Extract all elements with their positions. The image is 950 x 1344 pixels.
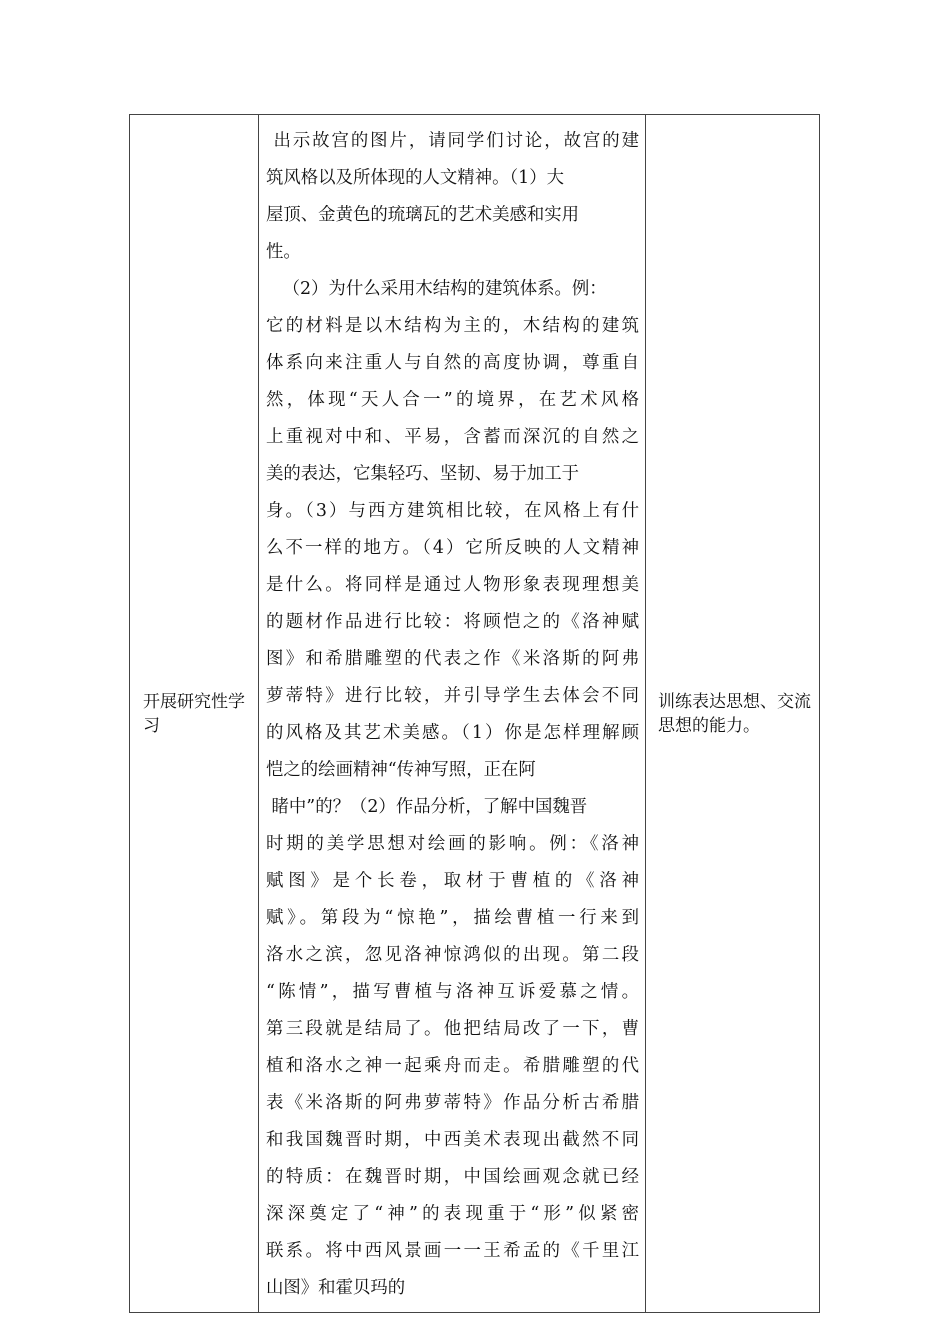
activity-line: 洛水之滨，忽见洛神惊鸿似的出现。第二段: [266, 945, 639, 965]
activity-line: 深深奠定了“神”的表现重于“形”似紧密: [266, 1204, 639, 1224]
activity-line: 和我国魏晋时期，中西美术表现出截然不同: [266, 1130, 639, 1150]
activity-line: 时期的美学思想对绘画的影响。例：《洛神: [266, 834, 639, 854]
activity-line: 的风格及其艺术美感。（1）你是怎样理解顾: [266, 723, 639, 743]
activity-line: 筑风格以及所体现的人文精神。（1）大: [266, 168, 565, 188]
activity-line: 山图》和霍贝玛的: [266, 1278, 406, 1298]
activity-line: 上重视对中和、平易，含蓄而深沉的自然之: [266, 427, 639, 447]
activity-line: 是什么。将同样是通过人物形象表现理想美: [266, 575, 639, 595]
activity-line: 它的材料是以木结构为主的，木结构的建筑: [266, 316, 639, 336]
activity-line: 第三段就是结局了。他把结局改了一下，曹: [266, 1019, 639, 1039]
activity-line: 萝蒂特》进行比较，并引导学生去体会不同: [266, 686, 639, 706]
activity-line: “陈情”，描写曹植与洛神互诉爱慕之情。: [266, 982, 639, 1002]
lesson-plan-table: [129, 114, 820, 1313]
purpose-cell: [646, 115, 820, 1313]
activity-line: 的题材作品进行比较：将顾恺之的《洛神赋: [266, 612, 639, 632]
activity-line: 身。（3）与西方建筑相比较，在风格上有什: [266, 501, 639, 521]
stage-cell: [130, 115, 259, 1313]
activity-line: 么不一样的地方。（4）它所反映的人文精神: [266, 538, 639, 558]
activity-line: 的特质：在魏晋时期，中国绘画观念就已经: [266, 1167, 639, 1187]
activity-line: 赋图》是个长卷，取材于曹植的《洛神: [266, 871, 639, 891]
purpose-label: 训练表达思想、交流思想的能力。: [658, 691, 811, 736]
activity-line: 表《米洛斯的阿弗萝蒂特》作品分析古希腊: [266, 1093, 639, 1113]
activity-line: 美的表达，它集轻巧、坚韧、易于加工于: [266, 464, 580, 484]
activity-line: （2）为什么采用木结构的建筑体系。例：: [266, 279, 607, 299]
table-row: [130, 115, 820, 1313]
activity-cell: [259, 115, 646, 1313]
activity-line: 然，体现“天人合一”的境界，在艺术风格: [266, 390, 639, 410]
stage-label: 开展研究性学习: [143, 691, 245, 736]
activity-line: 屋顶、金黄色的琉璃瓦的艺术美感和实用: [266, 205, 580, 225]
activity-line: 联系。将中西风景画一一王希孟的《千里江: [266, 1241, 639, 1261]
activity-line: 体系向来注重人与自然的高度协调，尊重自: [266, 353, 639, 373]
activity-text: [266, 128, 639, 1312]
activity-line: 图》和希腊雕塑的代表之作《米洛斯的阿弗: [266, 649, 639, 669]
activity-line: 出示故宫的图片，请同学们讨论，故宫的建: [266, 131, 639, 151]
activity-line: 性。: [266, 242, 301, 262]
activity-line: 睹中”的？（2）作品分析，了解中国魏晋: [266, 797, 588, 817]
activity-line: 赋》。第段为“惊艳”，描绘曹植一行来到: [266, 908, 639, 928]
activity-line: 恺之的绘画精神“传神写照，正在阿: [266, 760, 536, 780]
activity-line: 植和洛水之神一起乘舟而走。希腊雕塑的代: [266, 1056, 639, 1076]
